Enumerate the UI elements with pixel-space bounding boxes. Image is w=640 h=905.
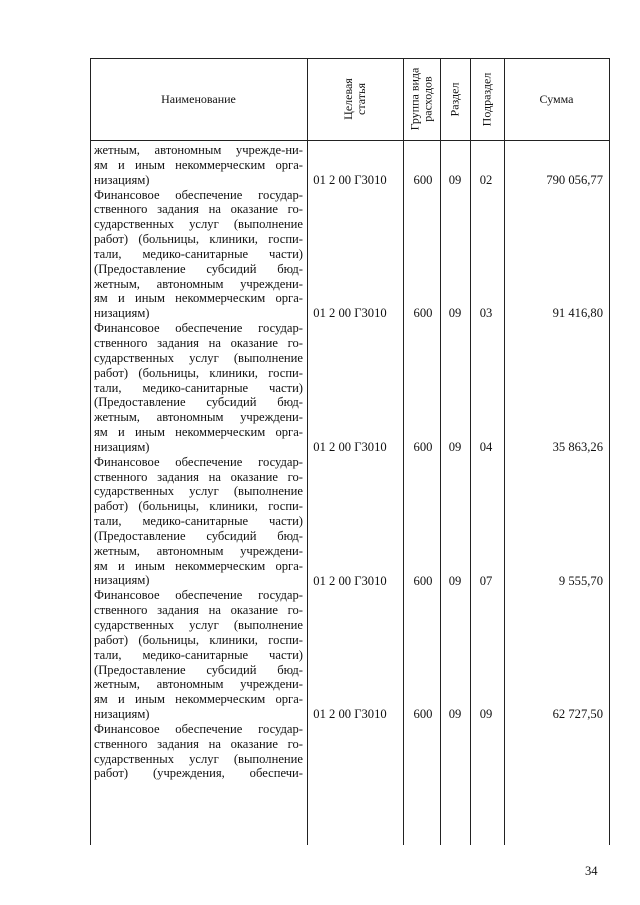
name-line: ственного задания на оказание го- [94, 202, 303, 217]
name-line: (Предоставление субсидий бюд- [94, 662, 303, 677]
header-name-label: Наименование [161, 91, 236, 106]
name-line: сударственных услуг (выполнение [94, 350, 303, 365]
name-line: тали, медико-санитарные части) [94, 246, 303, 261]
name-line: работ) (больницы, клиники, госпи- [94, 365, 303, 380]
expense-group-cell: 600 [413, 573, 433, 588]
sum-cell: 35 863,26 [552, 440, 603, 454]
expense-group-cell: 600 [413, 306, 433, 321]
name-line: Финансовое обеспечение государ- [94, 187, 303, 202]
name-line: сударственных услуг (выполнение [94, 217, 303, 232]
header-group-line2: расходов [420, 76, 435, 122]
subsection-cell: 04 [479, 440, 493, 454]
header-group-line1: Группа вида [407, 67, 422, 131]
header-sum [504, 58, 609, 140]
table-row [90, 440, 610, 455]
expense-group-cell: 600 [413, 172, 433, 187]
name-line: низациям) [94, 306, 150, 321]
header-subsection [470, 58, 504, 140]
section-cell: 09 [448, 440, 462, 454]
name-line: ям и иным некоммерческим орга- [94, 692, 303, 707]
table-row [90, 306, 610, 321]
section-cell: 09 [448, 172, 462, 187]
header-sum-label: Сумма [539, 91, 574, 106]
expense-group-cell: 600 [413, 707, 433, 722]
header-expense-group [403, 58, 440, 140]
name-line: сударственных услуг (выполнение [94, 618, 303, 632]
header-expense-group-label [409, 68, 435, 131]
section-cell: 09 [448, 707, 462, 722]
budget-table [90, 58, 610, 845]
sum-cell: 62 727,50 [552, 707, 603, 722]
page-number: 34 [585, 864, 598, 878]
name-line: сударственных услуг (выполнение [94, 484, 303, 499]
subsection-cell: 02 [479, 172, 493, 187]
subsection-cell: 07 [479, 573, 493, 588]
name-line: ственного задания на оказание го- [94, 736, 303, 751]
target-article-cell: 01 2 00 Г3010 [313, 306, 387, 321]
name-line: низациям) [94, 573, 150, 588]
name-line: работ) (больницы, клиники, госпи- [94, 499, 303, 514]
name-line: жетным, автономным учреждени- [94, 543, 303, 558]
name-line: сударственных услуг (выполнение [94, 751, 303, 766]
name-line: жетным, автономным учреждени- [94, 276, 303, 291]
sum-cell: 91 416,80 [552, 306, 603, 321]
name-line: (Предоставление субсидий бюд- [94, 261, 303, 276]
name-line: работ) (больницы, клиники, госпи- [94, 632, 303, 647]
name-line: Финансовое обеспечение государ- [94, 721, 303, 736]
name-line: (Предоставление субсидий бюд- [94, 395, 303, 410]
target-article-cell: 01 2 00 Г3010 [313, 440, 387, 454]
sum-cell: 9 555,70 [558, 573, 603, 588]
expense-group-cell: 600 [413, 440, 433, 454]
name-line: жетным, автономным учрежде-ни- [94, 143, 303, 157]
header-target-article [307, 58, 403, 140]
name-line: ям и иным некоммерческим орга- [94, 425, 303, 440]
name-line: ственного задания на оказание го- [94, 603, 303, 618]
section-cell: 09 [448, 306, 462, 321]
name-line: низациям) [94, 707, 150, 722]
header-target-article-label [342, 78, 368, 120]
name-line: Финансовое обеспечение государ- [94, 321, 303, 336]
target-article-cell: 01 2 00 Г3010 [313, 172, 387, 187]
sum-cell: 790 056,77 [546, 172, 603, 187]
table-row [90, 574, 610, 589]
name-line: ям и иным некоммерческим орга- [94, 558, 303, 573]
subsection-cell: 09 [479, 707, 493, 722]
name-line: (Предоставление субсидий бюд- [94, 528, 303, 543]
name-line: ям и иным некоммерческим орга- [94, 157, 303, 172]
name-line: жетным, автономным учреждени- [94, 410, 303, 425]
name-line: тали, медико-санитарные части) [94, 380, 303, 395]
header-bottom-border [90, 140, 610, 141]
name-line: тали, медико-санитарные части) [94, 514, 303, 529]
header-name [90, 58, 307, 140]
name-line: работ) (учреждения, обеспечи- [94, 766, 303, 781]
name-column-text [94, 143, 303, 781]
header-section-label: Раздел [447, 82, 462, 116]
name-line: Финансовое обеспечение государ- [94, 454, 303, 469]
section-cell: 09 [448, 573, 462, 588]
name-line: Финансовое обеспечение государ- [94, 588, 303, 603]
target-article-cell: 01 2 00 Г3010 [313, 707, 387, 722]
name-line: работ) (больницы, клиники, госпи- [94, 232, 303, 247]
name-line: тали, медико-санитарные части) [94, 647, 303, 662]
name-line: ственного задания на оказание го- [94, 335, 303, 350]
name-line: ям и иным некоммерческим орга- [94, 291, 303, 306]
name-line: жетным, автономным учреждени- [94, 677, 303, 692]
table-row [90, 707, 610, 722]
name-line: ственного задания на оказание го- [94, 469, 303, 484]
name-line: низациям) [94, 439, 150, 454]
header-target-line2: статья [353, 83, 368, 115]
subsection-cell: 03 [479, 306, 493, 321]
table-row [90, 173, 610, 188]
header-section [440, 58, 470, 140]
header-target-line1: Целевая [340, 78, 355, 120]
target-article-cell: 01 2 00 Г3010 [313, 573, 387, 588]
header-subsection-label: Подраздел [479, 72, 494, 126]
name-line: низациям) [94, 172, 150, 187]
